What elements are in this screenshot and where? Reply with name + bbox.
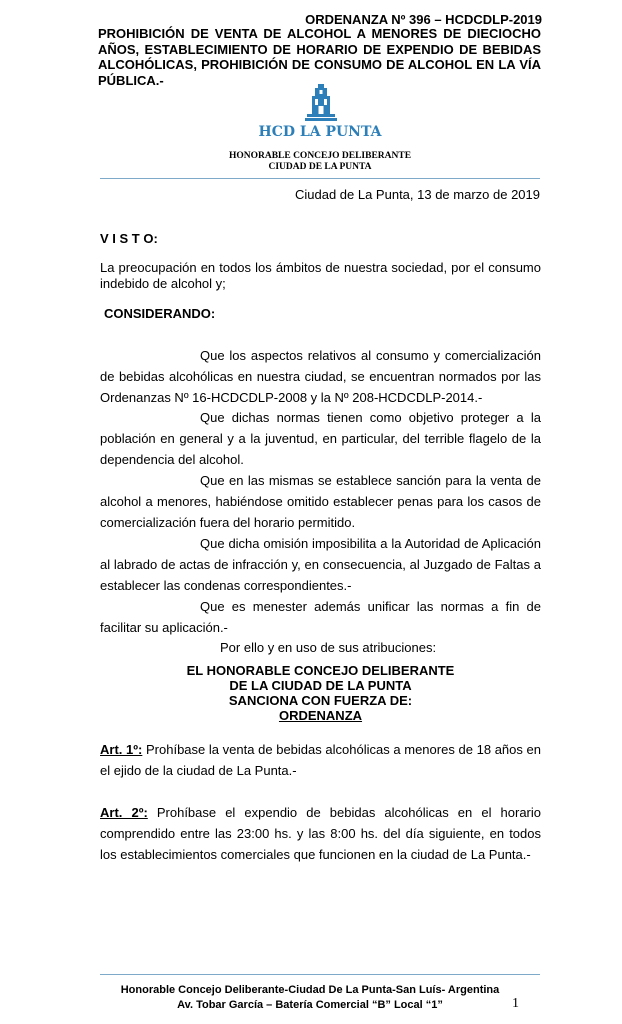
considerando-paragraph: Que dicha omisión imposibilita a la Autoridad de Aplicación al labrado de actas de infracción y, en consecuencia, al Juzgado de Faltas a establecer las condenas correspondientes.-	[100, 536, 541, 593]
article-2	[100, 803, 541, 865]
considerando-paragraph: Que en las mismas se establece sanción para la venta de alcohol a menores, habiéndose omitido establecer penas para los casos de comercialización fuera del horario permitido.	[100, 473, 541, 530]
footer-address: Av. Tobar García – Batería Comercial “B” Local “1”	[177, 999, 443, 1011]
ordinance-title: PROHIBICIÓN DE VENTA DE ALCOHOL A MENORES DE DIECIOCHO AÑOS, ESTABLECIMIENTO DE HORARIO DE EXPENDIO DE BEBIDAS ALCOHÓLICAS, PROHIBICIÓN DE CONSUMO DE ALCOHOL EN LA VÍA PÚBLICA.-	[98, 26, 541, 88]
visto-text: La preocupación en todos los ámbitos de nuestra sociedad, por el consumo indebido de alcohol y;	[100, 260, 541, 291]
article-text: Prohíbase el expendio de bebidas alcohólicas en el horario comprendido entre las 23:00 hs. y las 8:00 hs. del día siguiente, en todos los establecimientos comerciales que funcionen en la ciudad de La Punta.-	[100, 805, 541, 862]
document-date: Ciudad de La Punta, 13 de marzo de 2019	[294, 187, 540, 202]
footer-institution: Honorable Concejo Deliberante-Ciudad De La Punta-San Luís- Argentina	[120, 984, 500, 996]
enactment-line: EL HONORABLE CONCEJO DELIBERANTE	[186, 663, 455, 678]
article-label: Art. 1º:	[100, 742, 143, 757]
ordenanza-heading: ORDENANZA	[278, 708, 363, 723]
enactment-line: SANCIONA CON FUERZA DE:	[228, 693, 413, 708]
article-label: Art. 2º:	[100, 805, 148, 820]
considerando-closing: Por ello y en uso de sus atribuciones:	[220, 640, 437, 655]
article-1	[100, 740, 541, 782]
visto-heading: V I S T O:	[100, 231, 158, 246]
hcd-building-logo-icon	[304, 82, 338, 122]
ordinance-number: ORDENANZA Nº 396 – HCDCDLP-2019	[305, 12, 542, 27]
institution-name: HONORABLE CONCEJO DELIBERANTE	[228, 151, 412, 161]
enactment-line: DE LA CIUDAD DE LA PUNTA	[229, 678, 412, 693]
considerando-paragraph: Que es menester además unificar las normas a fin de facilitar su aplicación.-	[100, 599, 541, 635]
header-divider	[100, 178, 540, 179]
considerando-paragraph: Que los aspectos relativos al consumo y comercialización de bebidas alcohólicas en nuestra ciudad, se encuentran normados por las Ordenanzas Nº 16-HCDCDLP-2008 y la Nº 208-HCDCDLP-2014.-	[100, 348, 541, 405]
city-name: CIUDAD DE LA PUNTA	[268, 162, 372, 172]
footer-divider	[100, 974, 540, 975]
article-text: Prohíbase la venta de bebidas alcohólicas a menores de 18 años en el ejido de la ciudad de La Punta.-	[100, 742, 541, 778]
page-number: 1	[512, 996, 519, 1011]
considerando-paragraph: Que dichas normas tienen como objetivo proteger a la población en general y a la juventud, en particular, del terrible flagelo de la dependencia del alcohol.	[100, 410, 541, 467]
logo-text: HCD LA PUNTA	[258, 124, 382, 140]
considerando-heading: CONSIDERANDO:	[104, 306, 216, 321]
